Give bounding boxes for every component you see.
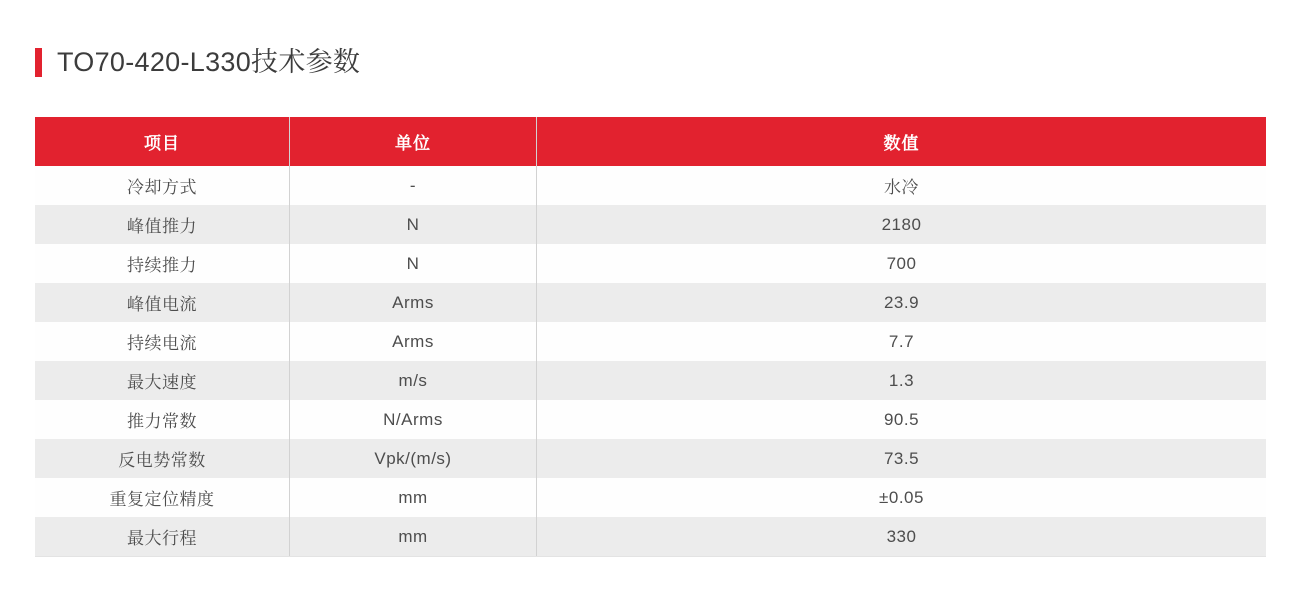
table-row xyxy=(35,205,1266,244)
cell-item: 持续电流 xyxy=(35,322,290,361)
cell-unit: N/Arms xyxy=(290,400,537,439)
page-title: TO70-420-L330技术参数 xyxy=(57,47,361,77)
cell-value: 23.9 xyxy=(883,292,920,312)
table-body xyxy=(35,166,1266,556)
cell-value: 90.5 xyxy=(883,409,920,429)
table-row xyxy=(35,322,1266,361)
cell-unit: Vpk/(m/s) xyxy=(290,439,537,478)
cell-item: 推力常数 xyxy=(35,400,290,439)
column-header-item: 项目 xyxy=(35,117,290,166)
cell-value: 7.7 xyxy=(888,331,915,351)
table-row xyxy=(35,400,1266,439)
cell-unit: N xyxy=(290,244,537,283)
spec-table xyxy=(35,117,1266,557)
cell-item: 最大行程 xyxy=(35,517,290,556)
title-accent-bar xyxy=(35,48,42,77)
table-header-row xyxy=(35,117,1266,166)
table-row xyxy=(35,283,1266,322)
cell-value: 330 xyxy=(886,526,917,546)
cell-unit: m/s xyxy=(290,361,537,400)
table-row xyxy=(35,361,1266,400)
cell-value: 2180 xyxy=(881,214,922,234)
cell-value: ±0.05 xyxy=(879,487,924,507)
cell-unit: mm xyxy=(290,478,537,517)
cell-value: 1.3 xyxy=(888,370,915,390)
column-header-value: 数值 xyxy=(883,134,920,153)
cell-item: 最大速度 xyxy=(35,361,290,400)
cell-unit: Arms xyxy=(290,283,537,322)
cell-value: 水冷 xyxy=(884,178,919,197)
cell-item: 反电势常数 xyxy=(35,439,290,478)
cell-item: 重复定位精度 xyxy=(35,478,290,517)
table-row xyxy=(35,439,1266,478)
column-header-unit: 单位 xyxy=(290,117,537,166)
cell-item: 峰值电流 xyxy=(35,283,290,322)
table-row xyxy=(35,517,1266,556)
table-row xyxy=(35,166,1266,205)
cell-unit: N xyxy=(290,205,537,244)
cell-unit: mm xyxy=(290,517,537,556)
cell-item: 冷却方式 xyxy=(35,166,290,205)
cell-value: 73.5 xyxy=(883,448,920,468)
table-row xyxy=(35,478,1266,517)
table-row xyxy=(35,244,1266,283)
section-title xyxy=(35,47,1266,78)
cell-item: 峰值推力 xyxy=(35,205,290,244)
cell-unit: Arms xyxy=(290,322,537,361)
cell-unit: - xyxy=(290,166,537,205)
cell-value: 700 xyxy=(886,253,917,273)
cell-item: 持续推力 xyxy=(35,244,290,283)
